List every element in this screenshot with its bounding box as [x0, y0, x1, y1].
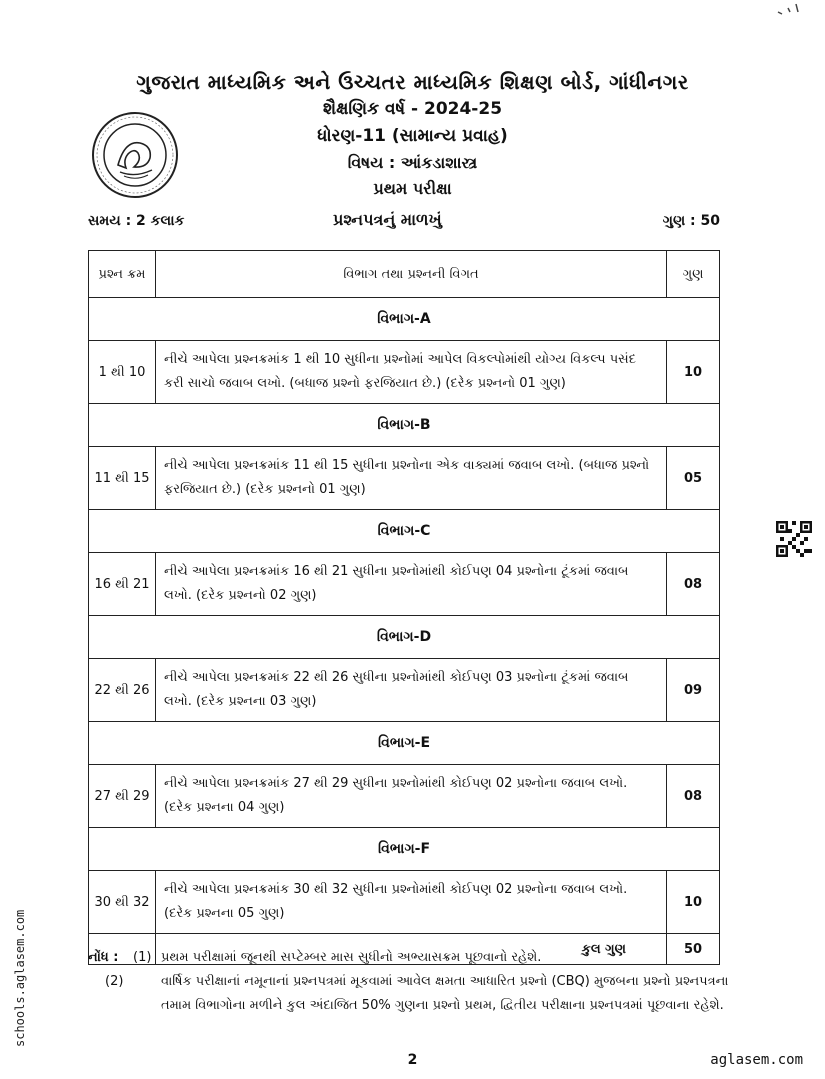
board-name: ગુજરાત માધ્યમિક અને ઉચ્ચતર માધ્યમિક શિક્ષણ બોર્ડ, ગાંધીનગર	[136, 70, 689, 94]
note-text: પ્રથમ પરીક્ષામાં જૂનથી સપ્ટેમ્બર માસ સુધીનો અભ્યાસક્રમ પૂછવાનો રહેશે.	[161, 950, 542, 965]
note-item	[105, 970, 751, 1018]
side-watermark: schools.aglasem.com	[13, 909, 27, 1047]
section-title: વિભાગ-F	[89, 828, 720, 871]
question-description: નીચે આપેલા પ્રશ્નક્રમાંક 27 થી 29 સુધીના પ્રશ્નોમાંથી કોઈપણ 02 પ્રશ્નોના જવાબ લખો. (દરેક પ્રશ્નના 04 ગુણ)	[156, 765, 667, 828]
note-number: (1)	[133, 950, 152, 965]
section-marks: 10	[667, 871, 720, 934]
qr-code-icon	[776, 521, 812, 557]
total-label: કુલ ગુણ	[156, 934, 667, 965]
question-range: 11 થી 15	[89, 447, 156, 510]
question-description: નીચે આપેલા પ્રશ્નક્રમાંક 30 થી 32 સુધીના પ્રશ્નોમાંથી કોઈપણ 02 પ્રશ્નોના જવાબ લખો. (દરેક પ્રશ્નના 05 ગુણ)	[156, 871, 667, 934]
section-marks: 08	[667, 765, 720, 828]
section-title: વિભાગ-A	[89, 298, 720, 341]
paper-structure-table	[88, 250, 720, 965]
header-marks: ગુણ	[667, 251, 720, 298]
board-seal-logo	[90, 110, 180, 200]
table-row	[89, 447, 720, 510]
paper-structure-title: પ્રશ્નપત્રનું માળખું	[333, 210, 442, 229]
total-marks: ગુણ : 50	[662, 213, 720, 229]
section-row-d	[89, 616, 720, 659]
table-row	[89, 553, 720, 616]
question-range: 30 થી 32	[89, 871, 156, 934]
total-value: 50	[667, 934, 720, 965]
section-marks: 05	[667, 447, 720, 510]
table-row	[89, 341, 720, 404]
section-row-e	[89, 722, 720, 765]
question-description: નીચે આપેલા પ્રશ્નક્રમાંક 22 થી 26 સુધીના પ્રશ્નોમાંથી કોઈપણ 03 પ્રશ્નોના ટૂંકમાં જવાબ લખો. (દરેક પ્રશ્નના 03 ગુણ)	[156, 659, 667, 722]
table-row	[89, 871, 720, 934]
question-range: 16 થી 21	[89, 553, 156, 616]
academic-year: શૈક્ષણિક વર્ષ - 2024-25	[322, 99, 503, 119]
notes-label: નોંધ :	[88, 950, 119, 965]
subject: વિષય : આંકડાશાસ્ત્ર	[347, 153, 478, 172]
section-title: વિભાગ-E	[89, 722, 720, 765]
question-description: નીચે આપેલા પ્રશ્નક્રમાંક 16 થી 21 સુધીના પ્રશ્નોમાંથી કોઈપણ 04 પ્રશ્નોના ટૂંકમાં જવાબ લખો. (દરેક પ્રશ્નનો 02 ગુણ)	[156, 553, 667, 616]
header-section-detail: વિભાગ તથા પ્રશ્નની વિગત	[156, 251, 667, 298]
question-description: નીચે આપેલા પ્રશ્નક્રમાંક 1 થી 10 સુધીના પ્રશ્નોમાં આપેલ વિકલ્પોમાંથી યોગ્ય વિકલ્પ પસંદ કરી સાચો જવાબ લખો. (બધાજ પ્રશ્નો ફરજિયાત છે.) (દરેક પ્રશ્નનો 01 ગુણ)	[156, 341, 667, 404]
header-question-no: પ્રશ્ન ક્રમ	[89, 251, 156, 298]
question-range: 1 થી 10	[89, 341, 156, 404]
section-marks: 09	[667, 659, 720, 722]
section-title: વિભાગ-D	[89, 616, 720, 659]
corner-mark-icon	[776, 2, 806, 18]
section-row-b	[89, 404, 720, 447]
meta-row	[88, 210, 720, 234]
table-row	[89, 659, 720, 722]
table-row	[89, 765, 720, 828]
section-row-a	[89, 298, 720, 341]
exam-name: પ્રથમ પરીક્ષા	[373, 179, 452, 198]
section-title: વિભાગ-B	[89, 404, 720, 447]
question-range: 27 થી 29	[89, 765, 156, 828]
bottom-watermark: aglasem.com	[710, 1052, 803, 1068]
section-title: વિભાગ-C	[89, 510, 720, 553]
note-item	[133, 946, 723, 970]
exam-duration: સમય : 2 કલાક	[88, 213, 185, 229]
section-marks: 08	[667, 553, 720, 616]
section-row-f	[89, 828, 720, 871]
question-range: 22 થી 26	[89, 659, 156, 722]
question-description: નીચે આપેલા પ્રશ્નક્રમાંક 11 થી 15 સુધીના પ્રશ્નોના એક વાક્યમાં જવાબ લખો. (બધાજ પ્રશ્નો ફરજિયાત છે.) (દરેક પ્રશ્નનો 01 ગુણ)	[156, 447, 667, 510]
note-number: (2)	[105, 974, 124, 989]
note-text: વાર્ષિક પરીક્ષાનાં નમૂનાનાં પ્રશ્નપત્રમાં મૂકવામાં આવેલ ક્ષમતા આધારિત પ્રશ્નો (CBQ) મુજબના પ્રશ્નો પ્રશ્નપત્રના તમામ વિભાગોના મળીને કુલ અંદાજિત 50% ગુણના પ્રશ્નો પ્રથમ, દ્વિતીય પરીક્ષાના પ્રશ્નપત્રમાં પૂછવાના રહેશે.	[161, 974, 729, 1013]
page-number: 2	[407, 1052, 418, 1068]
section-marks: 10	[667, 341, 720, 404]
table-header-row	[89, 251, 720, 298]
section-row-c	[89, 510, 720, 553]
standard: ધોરણ-11 (સામાન્ય પ્રવાહ)	[317, 126, 508, 146]
